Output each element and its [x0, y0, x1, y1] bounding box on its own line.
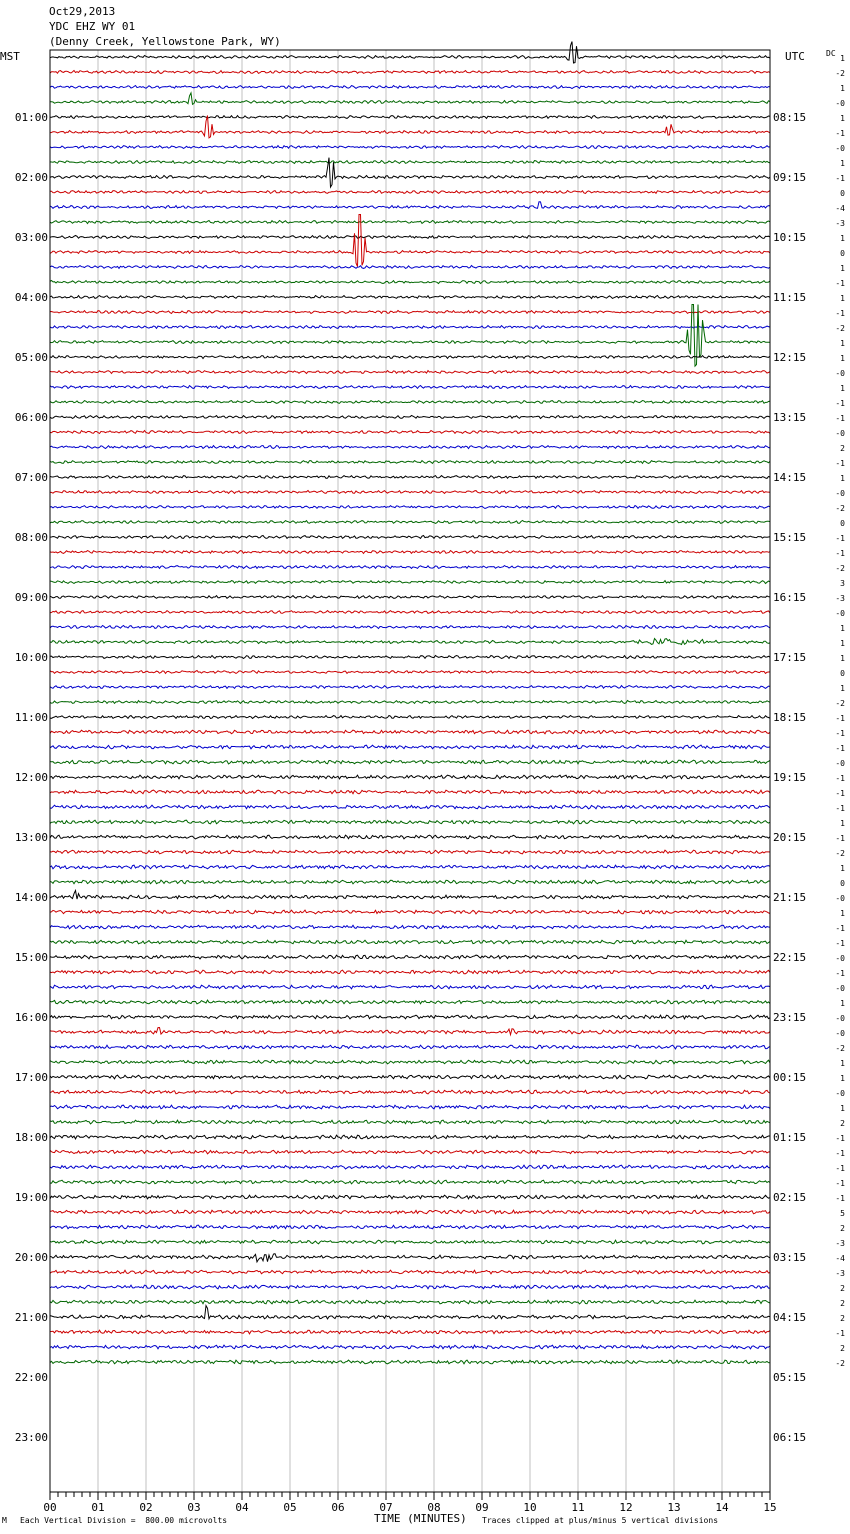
trace-77	[50, 1210, 770, 1214]
dc-offset-label: -0	[835, 1014, 845, 1023]
dc-offset-label: -1	[835, 129, 845, 138]
dc-offset-label: 1	[840, 159, 845, 168]
axis-labels	[15, 54, 845, 1514]
dc-offset-label: -1	[835, 1149, 845, 1158]
left-hour-label: 12:00	[14, 771, 48, 784]
trace-47	[50, 760, 770, 764]
dc-offset-label: 1	[840, 1104, 845, 1113]
x-tick-label: 03	[187, 1501, 201, 1514]
trace-22	[50, 386, 770, 389]
trace-9	[50, 191, 770, 194]
dc-offset-label: -2	[835, 699, 845, 708]
dc-offset-label: -1	[835, 174, 845, 183]
dc-offset-label: -0	[835, 99, 845, 108]
scale-note: Each Vertical Division = 800.00 microvolts	[20, 1516, 228, 1525]
dc-offset-label: 1	[840, 384, 845, 393]
trace-82	[50, 1285, 770, 1289]
trace-20	[50, 356, 770, 359]
dc-offset-label: -0	[835, 609, 845, 618]
x-tick-label: 12	[619, 1501, 633, 1514]
trace-24	[50, 416, 770, 419]
x-axis-title: TIME (MINUTES)	[374, 1512, 467, 1525]
trace-44	[50, 716, 770, 719]
right-hour-label: 09:15	[773, 171, 807, 184]
dc-offset-label: 1	[840, 819, 845, 828]
dc-offset-label: -1	[835, 774, 845, 783]
trace-26	[50, 446, 770, 449]
dc-offset-label: -2	[835, 1359, 845, 1368]
trace-71	[50, 1120, 770, 1124]
left-hour-label: 09:00	[14, 591, 48, 604]
dc-offset-label: 1	[840, 54, 845, 63]
x-tick-label: 06	[331, 1501, 345, 1514]
dc-offset-label: -0	[835, 984, 845, 993]
chart-station: YDC EHZ WY 01	[49, 20, 136, 33]
trace-70	[50, 1105, 770, 1109]
trace-85	[50, 1330, 770, 1334]
dc-offset-label: 0	[840, 189, 845, 198]
trace-37	[50, 611, 770, 614]
right-hour-label: 08:15	[773, 111, 807, 124]
dc-offset-label: 2	[840, 1344, 845, 1353]
dc-offset-label: -2	[835, 69, 845, 78]
dc-offset-label: 0	[840, 669, 845, 678]
dc-offset-label: -1	[835, 834, 845, 843]
right-hour-label: 22:15	[773, 951, 807, 964]
left-hour-label: 02:00	[14, 171, 48, 184]
clip-note: Traces clipped at plus/minus 5 vertical divisions	[482, 1516, 719, 1525]
x-tick-label: 02	[139, 1501, 153, 1514]
dc-offset-label: -1	[835, 1164, 845, 1173]
left-hour-label: 13:00	[14, 831, 48, 844]
dc-offset-label: -0	[835, 489, 845, 498]
dc-offset-label: -0	[835, 429, 845, 438]
dc-offset-label: -2	[835, 564, 845, 573]
right-hour-label: 01:15	[773, 1131, 807, 1144]
x-tick-label: 01	[91, 1501, 105, 1514]
trace-10	[50, 202, 770, 209]
trace-62	[50, 985, 770, 989]
trace-0	[50, 42, 770, 64]
trace-52	[50, 835, 770, 839]
left-hour-label: 22:00	[14, 1371, 48, 1384]
dc-offset-label: 0	[840, 249, 845, 258]
trace-2	[50, 86, 770, 89]
x-tick-label: 15	[763, 1501, 777, 1514]
dc-offset-label: -4	[835, 1254, 845, 1263]
dc-offset-label: 2	[840, 444, 845, 453]
trace-76	[50, 1195, 770, 1199]
x-tick-label: 00	[43, 1501, 57, 1514]
dc-offset-label: -1	[835, 1134, 845, 1143]
x-tick-label: 14	[715, 1501, 729, 1514]
dc-offset-label: 1	[840, 234, 845, 243]
trace-65	[50, 1028, 770, 1035]
dc-offset-label: -2	[835, 1044, 845, 1053]
right-hour-label: 13:15	[773, 411, 807, 424]
dc-offset-label: 1	[840, 1074, 845, 1083]
dc-offset-label: -1	[835, 1179, 845, 1188]
right-hour-label: 21:15	[773, 891, 807, 904]
left-hour-label: 19:00	[14, 1191, 48, 1204]
trace-29	[50, 491, 770, 494]
trace-55	[50, 880, 770, 884]
dc-offset-label: -0	[835, 1029, 845, 1038]
trace-48	[50, 775, 770, 779]
trace-15	[50, 281, 770, 284]
trace-64	[50, 1015, 770, 1019]
dc-offset-label: 2	[840, 1299, 845, 1308]
trace-80	[50, 1254, 770, 1262]
right-hour-label: 11:15	[773, 291, 807, 304]
left-hour-label: 05:00	[14, 351, 48, 364]
dc-offset-label: 1	[840, 684, 845, 693]
dc-offset-label: -2	[835, 504, 845, 513]
trace-53	[50, 850, 770, 854]
trace-54	[50, 865, 770, 869]
trace-6	[50, 146, 770, 149]
dc-offset-label: -2	[835, 324, 845, 333]
trace-56	[50, 891, 770, 900]
dc-offset-label: -0	[835, 1089, 845, 1098]
dc-offset-label: -0	[835, 759, 845, 768]
right-hour-label: 02:15	[773, 1191, 807, 1204]
dc-offset-label: -1	[835, 744, 845, 753]
dc-offset-label: -3	[835, 219, 845, 228]
dc-offset-label: -1	[835, 729, 845, 738]
trace-23	[50, 401, 770, 404]
dc-offset-label: -1	[835, 1329, 845, 1338]
dc-offset-label: -1	[835, 414, 845, 423]
dc-offset-label: 1	[840, 1059, 845, 1068]
dc-offset-label: -3	[835, 594, 845, 603]
right-hour-label: 17:15	[773, 651, 807, 664]
x-tick-label: 11	[571, 1501, 585, 1514]
right-hour-label: 14:15	[773, 471, 807, 484]
dc-offset-label: 1	[840, 639, 845, 648]
dc-offset-label: -1	[835, 969, 845, 978]
x-tick-label: 05	[283, 1501, 297, 1514]
dc-offset-label: 0	[840, 879, 845, 888]
dc-offset-label: -1	[835, 714, 845, 723]
dc-offset-label: -1	[835, 1194, 845, 1203]
dc-offset-label: -1	[835, 924, 845, 933]
x-tick-label: 04	[235, 1501, 249, 1514]
x-tick-label: 13	[667, 1501, 681, 1514]
dc-offset-label: 1	[840, 999, 845, 1008]
x-tick-label: 10	[523, 1501, 537, 1514]
right-hour-label: 16:15	[773, 591, 807, 604]
trace-66	[50, 1045, 770, 1049]
trace-83	[50, 1300, 770, 1304]
left-hour-label: 15:00	[14, 951, 48, 964]
left-hour-label: 06:00	[14, 411, 48, 424]
right-hour-label: 19:15	[773, 771, 807, 784]
dc-offset-label: 1	[840, 294, 845, 303]
trace-46	[50, 745, 770, 749]
dc-offset-label: 2	[840, 1284, 845, 1293]
left-hour-label: 07:00	[14, 471, 48, 484]
trace-3	[50, 93, 770, 104]
trace-81	[50, 1270, 770, 1274]
trace-16	[50, 296, 770, 299]
dc-offset-label: -3	[835, 1239, 845, 1248]
trace-17	[50, 311, 770, 314]
left-hour-label: 20:00	[14, 1251, 48, 1264]
left-hour-label: 04:00	[14, 291, 48, 304]
trace-69	[50, 1090, 770, 1094]
dc-offset-label: -0	[835, 954, 845, 963]
left-hour-label: 18:00	[14, 1131, 48, 1144]
trace-36	[50, 596, 770, 599]
dc-offset-label: -1	[835, 534, 845, 543]
trace-49	[50, 790, 770, 794]
trace-51	[50, 820, 770, 824]
dc-offset-label: 2	[840, 1119, 845, 1128]
trace-74	[50, 1165, 770, 1169]
trace-41	[50, 671, 770, 674]
corner-mark: M	[2, 1516, 7, 1525]
dc-offset-label: -1	[835, 279, 845, 288]
trace-34	[50, 566, 770, 569]
right-hour-label: 03:15	[773, 1251, 807, 1264]
trace-78	[50, 1225, 770, 1229]
trace-33	[50, 551, 770, 554]
trace-60	[50, 955, 770, 959]
dc-offset-label: 1	[840, 474, 845, 483]
trace-86	[50, 1345, 770, 1349]
dc-offset-label: 1	[840, 624, 845, 633]
right-hour-label: 15:15	[773, 531, 807, 544]
dc-offset-label: 1	[840, 864, 845, 873]
dc-offset-label: 3	[840, 579, 845, 588]
left-hour-label: 16:00	[14, 1011, 48, 1024]
trace-68	[50, 1075, 770, 1079]
chart-date: Oct29,2013	[49, 5, 116, 18]
dc-offset-label: -1	[835, 804, 845, 813]
trace-7	[50, 161, 770, 164]
left-hour-label: 17:00	[14, 1071, 48, 1084]
x-tick-label: 08	[427, 1501, 441, 1514]
trace-57	[50, 910, 770, 914]
trace-63	[50, 1000, 770, 1004]
trace-75	[50, 1180, 770, 1184]
left-hour-label: 10:00	[14, 651, 48, 664]
chart-location: (Denny Creek, Yellowstone Park, WY)	[49, 35, 281, 48]
trace-14	[50, 266, 770, 269]
trace-43	[50, 701, 770, 704]
dc-offset-label: -1	[835, 789, 845, 798]
dc-offset-label: 1	[840, 654, 845, 663]
dc-offset-label: -1	[835, 549, 845, 558]
trace-35	[50, 581, 770, 584]
left-timezone-label: MST	[0, 50, 20, 63]
trace-1	[50, 71, 770, 74]
trace-79	[50, 1240, 770, 1244]
trace-58	[50, 925, 770, 929]
dc-offset-label: 5	[840, 1209, 845, 1218]
right-hour-label: 04:15	[773, 1311, 807, 1324]
right-hour-label: 12:15	[773, 351, 807, 364]
left-hour-label: 21:00	[14, 1311, 48, 1324]
dc-offset-label: -1	[835, 939, 845, 948]
right-hour-label: 06:15	[773, 1431, 807, 1444]
trace-42	[50, 686, 770, 689]
trace-30	[50, 506, 770, 509]
trace-45	[50, 730, 770, 734]
right-hour-label: 18:15	[773, 711, 807, 724]
trace-11	[50, 221, 770, 224]
dc-offset-label: 2	[840, 1224, 845, 1233]
trace-59	[50, 940, 770, 944]
dc-offset-label: 1	[840, 114, 845, 123]
dc-offset-label: 1	[840, 354, 845, 363]
trace-40	[50, 656, 770, 659]
trace-28	[50, 476, 770, 479]
left-hour-label: 23:00	[14, 1431, 48, 1444]
dc-offset-label: -1	[835, 459, 845, 468]
right-hour-label: 10:15	[773, 231, 807, 244]
trace-50	[50, 805, 770, 809]
trace-87	[50, 1360, 770, 1364]
dc-offset-label: -1	[835, 399, 845, 408]
right-hour-label: 00:15	[773, 1071, 807, 1084]
left-hour-label: 08:00	[14, 531, 48, 544]
dc-offset-label: 0	[840, 519, 845, 528]
trace-4	[50, 116, 770, 119]
trace-39	[50, 639, 770, 645]
left-hour-label: 03:00	[14, 231, 48, 244]
x-tick-label: 09	[475, 1501, 489, 1514]
trace-67	[50, 1060, 770, 1064]
trace-84	[50, 1306, 770, 1319]
dc-offset-label: 1	[840, 264, 845, 273]
trace-5	[50, 116, 770, 138]
trace-32	[50, 536, 770, 539]
right-hour-label: 23:15	[773, 1011, 807, 1024]
trace-21	[50, 371, 770, 374]
dc-offset-label: -1	[835, 309, 845, 318]
trace-38	[50, 626, 770, 629]
dc-offset-label: -0	[835, 144, 845, 153]
x-tick-label: 07	[379, 1501, 393, 1514]
right-hour-label: 20:15	[773, 831, 807, 844]
left-hour-label: 11:00	[14, 711, 48, 724]
trace-18	[50, 326, 770, 329]
trace-72	[50, 1135, 770, 1139]
dc-label: DC	[826, 49, 836, 58]
trace-27	[50, 461, 770, 464]
dc-offset-label: 2	[840, 1314, 845, 1323]
trace-25	[50, 431, 770, 434]
trace-73	[50, 1150, 770, 1154]
left-hour-label: 01:00	[14, 111, 48, 124]
trace-12	[50, 236, 770, 239]
dc-offset-label: 1	[840, 339, 845, 348]
dc-offset-label: -2	[835, 849, 845, 858]
dc-offset-label: -0	[835, 369, 845, 378]
dc-offset-label: -3	[835, 1269, 845, 1278]
right-hour-label: 05:15	[773, 1371, 807, 1384]
dc-offset-label: 1	[840, 909, 845, 918]
dc-offset-label: 1	[840, 84, 845, 93]
x-axis-ticks	[50, 1492, 770, 1500]
left-hour-label: 14:00	[14, 891, 48, 904]
dc-offset-label: -4	[835, 204, 845, 213]
right-timezone-label: UTC	[785, 50, 805, 63]
dc-offset-label: -0	[835, 894, 845, 903]
trace-31	[50, 521, 770, 524]
seismic-traces	[50, 42, 770, 1364]
trace-61	[50, 970, 770, 974]
